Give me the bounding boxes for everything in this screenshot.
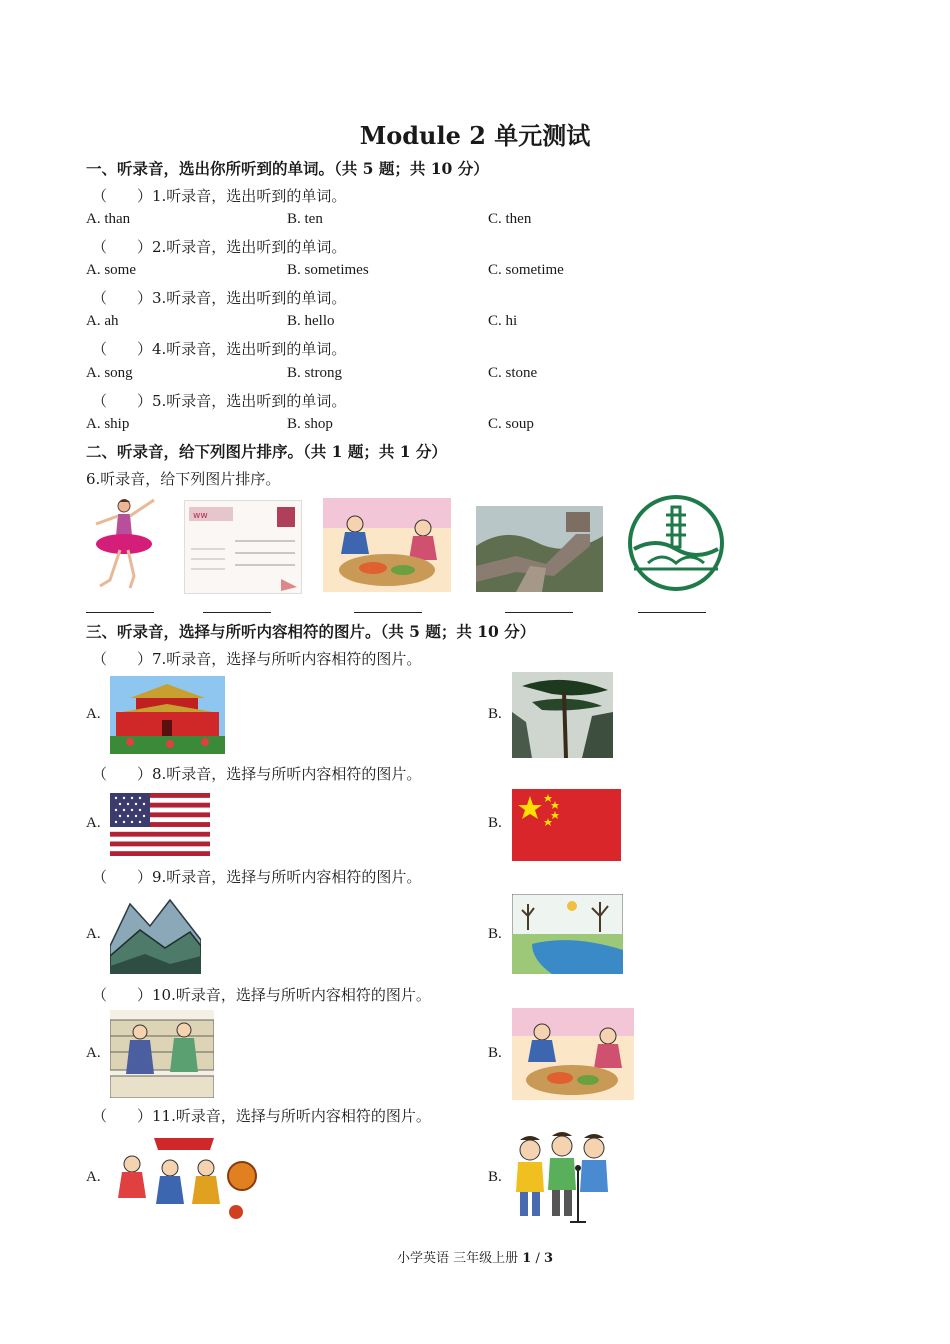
answer-blank[interactable] bbox=[638, 612, 706, 613]
question-10-prompt: （ ）10.听录音，选择与所听内容相符的图片。 bbox=[92, 986, 431, 1004]
q9-option-b[interactable]: B. bbox=[488, 926, 502, 942]
question-6-prompt: 6.听录音，给下列图片排序。 bbox=[86, 470, 281, 488]
answer-blank[interactable] bbox=[354, 612, 422, 613]
page-number: 1 bbox=[522, 1251, 532, 1266]
question-9-prompt: （ ）9.听录音，选择与所听内容相符的图片。 bbox=[92, 868, 422, 886]
us-flag-picture[interactable] bbox=[110, 793, 210, 856]
section-3-heading: 三、听录音，选择与所听内容相符的图片。（共 5 题；共 10 分） bbox=[86, 622, 536, 641]
q4-option-a[interactable]: A. song bbox=[86, 365, 133, 381]
shopping-picture[interactable] bbox=[110, 1010, 214, 1098]
tiananmen-picture[interactable] bbox=[110, 676, 225, 754]
question-7-prompt: （ ）7.听录音，选择与所听内容相符的图片。 bbox=[92, 650, 422, 668]
answer-blank[interactable] bbox=[86, 612, 154, 613]
q3-option-b[interactable]: B. hello bbox=[287, 313, 335, 329]
q2-option-a[interactable]: A. some bbox=[86, 262, 136, 278]
footer-text: 小学英语 三年级上册 bbox=[396, 1251, 519, 1266]
q11-option-b[interactable]: B. bbox=[488, 1169, 502, 1185]
section-2-heading: 二、听录音，给下列图片排序。（共 1 题；共 1 分） bbox=[86, 442, 447, 461]
q5-option-a[interactable]: A. ship bbox=[86, 416, 130, 432]
q4-option-b[interactable]: B. strong bbox=[287, 365, 343, 381]
page-title: Module 2 单元测试 bbox=[359, 121, 591, 150]
ballet-dancer-picture bbox=[86, 494, 162, 592]
page-total: 3 bbox=[543, 1251, 554, 1266]
kids-singing-picture[interactable] bbox=[512, 1130, 610, 1226]
q1-option-c[interactable]: C. then bbox=[488, 211, 532, 227]
q9-option-a[interactable]: A. bbox=[86, 926, 101, 942]
pine-tree-cliff-picture[interactable] bbox=[512, 672, 613, 758]
question-1-prompt: （ ）1.听录音，选出听到的单词。 bbox=[92, 187, 347, 205]
q2-option-b[interactable]: B. sometimes bbox=[287, 262, 369, 278]
q11-option-a[interactable]: A. bbox=[86, 1169, 101, 1185]
q7-option-b[interactable]: B. bbox=[488, 706, 502, 722]
family-dinner-picture bbox=[323, 498, 451, 592]
page-footer bbox=[0, 1247, 950, 1266]
q7-option-a[interactable]: A. bbox=[86, 706, 101, 722]
q1-option-b[interactable]: B. ten bbox=[287, 211, 323, 227]
answer-blank[interactable] bbox=[203, 612, 271, 613]
q5-option-b[interactable]: B. shop bbox=[287, 416, 333, 432]
question-11-prompt: （ ）11.听录音，选择与所听内容相符的图片。 bbox=[92, 1107, 431, 1125]
page-separator: / bbox=[531, 1251, 544, 1266]
mountains-picture[interactable] bbox=[110, 896, 201, 974]
question-5-prompt: （ ）5.听录音，选出听到的单词。 bbox=[92, 392, 347, 410]
answer-blank[interactable] bbox=[505, 612, 573, 613]
q10-option-a[interactable]: A. bbox=[86, 1045, 101, 1061]
svg-text:ww: ww bbox=[193, 511, 208, 521]
q3-option-a[interactable]: A. ah bbox=[86, 313, 119, 329]
question-4-prompt: （ ）4.听录音，选出听到的单词。 bbox=[92, 340, 347, 358]
q1-option-a[interactable]: A. than bbox=[86, 211, 131, 227]
q2-option-c[interactable]: C. sometime bbox=[488, 262, 564, 278]
question-3-prompt: （ ）3.听录音，选出听到的单词。 bbox=[92, 289, 347, 307]
q3-option-c[interactable]: C. hi bbox=[488, 313, 518, 329]
postcard-picture bbox=[184, 500, 302, 594]
great-wall-picture bbox=[476, 506, 603, 592]
section-1-heading: 一、听录音，选出你所听到的单词。（共 5 题；共 10 分） bbox=[86, 159, 489, 178]
family-dinner-picture[interactable] bbox=[512, 1008, 634, 1100]
q8-option-a[interactable]: A. bbox=[86, 815, 101, 831]
river-trees-picture[interactable] bbox=[512, 894, 623, 974]
china-flag-picture[interactable] bbox=[512, 789, 621, 861]
q10-option-b[interactable]: B. bbox=[488, 1045, 502, 1061]
q4-option-c[interactable]: C. stone bbox=[488, 365, 538, 381]
pagoda-logo-picture bbox=[626, 493, 726, 593]
q5-option-c[interactable]: C. soup bbox=[488, 416, 534, 432]
q8-option-b[interactable]: B. bbox=[488, 815, 502, 831]
spring-festival-picture[interactable] bbox=[110, 1134, 260, 1220]
question-8-prompt: （ ）8.听录音，选择与所听内容相符的图片。 bbox=[92, 765, 422, 783]
question-2-prompt: （ ）2.听录音，选出听到的单词。 bbox=[92, 238, 347, 256]
